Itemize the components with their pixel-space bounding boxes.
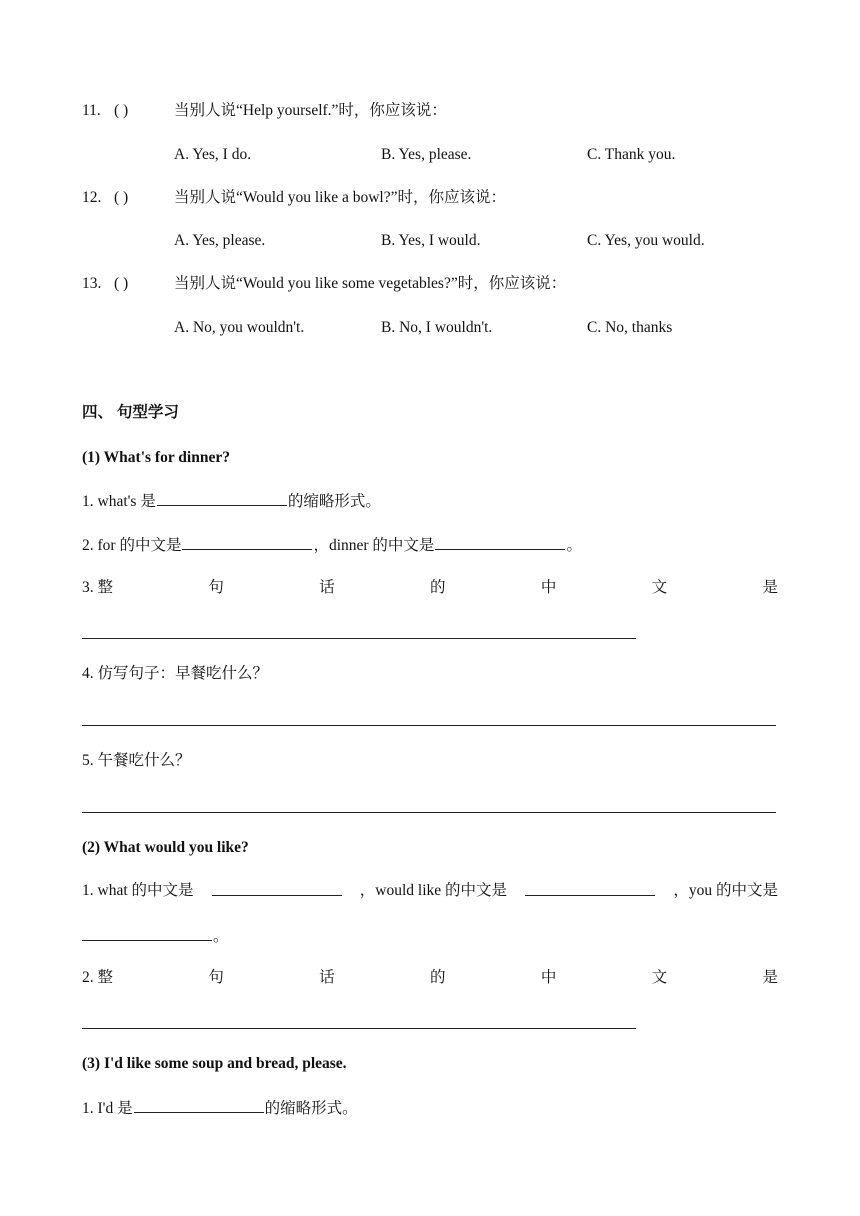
question-text: 的缩略形式。 (287, 493, 381, 510)
answer-blank[interactable]: ( ) (114, 275, 129, 292)
question-11 (82, 101, 447, 121)
question-text: ，would like 的中文是 (359, 882, 508, 899)
fill-question-1-cont (82, 926, 229, 947)
fill-blank[interactable] (212, 881, 342, 896)
question-char: 话 (319, 969, 335, 986)
answer-line[interactable] (82, 725, 776, 726)
fill-question-2 (82, 968, 778, 988)
question-char: 的 (429, 579, 446, 596)
question-char: 的 (429, 969, 446, 986)
question-char: 文 (651, 579, 668, 596)
question-text: ，you 的中文是 (673, 882, 778, 899)
answer-blank[interactable]: ( ) (114, 189, 129, 206)
question-text: 。 (213, 928, 229, 945)
option-a: A. Yes, I do. (174, 146, 252, 163)
option-b: B. Yes, please. (381, 146, 472, 163)
fill-blank[interactable] (82, 926, 212, 941)
answer-blank[interactable]: ( ) (114, 102, 129, 119)
option-c: C. No, thanks (587, 319, 673, 336)
question-char: 3. 整 (82, 579, 114, 596)
fill-question-1 (82, 881, 778, 901)
section-title: 四、 句型学习 (82, 404, 179, 421)
fill-question-3 (82, 578, 778, 598)
answer-line[interactable] (82, 638, 636, 639)
question-prompt: 当别人说“Help yourself.”时，你应该说： (174, 102, 447, 119)
fill-blank[interactable] (182, 535, 312, 550)
question-char: 文 (651, 969, 668, 986)
question-prompt: 当别人说“Would you like a bowl?”时，你应该说： (174, 189, 506, 206)
question-char: 句 (208, 969, 224, 986)
fill-question-5: 5. 午餐吃什么？ (82, 752, 191, 769)
answer-line[interactable] (82, 812, 776, 813)
fill-blank[interactable] (134, 1098, 264, 1113)
fill-question-2 (82, 535, 582, 556)
option-a: A. No, you wouldn't. (174, 319, 305, 336)
question-text: 。 (566, 537, 582, 554)
part-heading: (2) What would you like? (82, 839, 249, 856)
question-number: 11. (82, 102, 101, 119)
question-char: 中 (540, 969, 557, 986)
question-13 (82, 274, 566, 294)
question-char: 话 (319, 579, 335, 596)
question-char: 2. 整 (82, 969, 114, 986)
question-char: 句 (208, 579, 224, 596)
question-text: 1. what's 是 (82, 493, 156, 510)
option-b: B. No, I wouldn't. (381, 319, 493, 336)
question-char: 是 (762, 579, 778, 596)
option-a: A. Yes, please. (174, 232, 266, 249)
question-text: 2. for 的中文是 (82, 537, 182, 554)
fill-question-1 (82, 491, 381, 512)
question-number: 13. (82, 275, 102, 292)
question-12 (82, 188, 506, 208)
question-text: 的缩略形式。 (264, 1100, 358, 1117)
question-char: 中 (540, 579, 557, 596)
part-heading: (1) What's for dinner? (82, 449, 230, 466)
question-prompt: 当别人说“Would you like some vegetables?”时，你应该说： (174, 275, 567, 292)
option-c: C. Thank you. (587, 146, 676, 163)
answer-line[interactable] (82, 1028, 636, 1029)
question-text: ，dinner 的中文是 (313, 537, 435, 554)
question-text: 1. what 的中文是 (82, 882, 194, 899)
question-text: 1. I'd 是 (82, 1100, 133, 1117)
fill-question-1 (82, 1098, 358, 1119)
fill-question-4: 4. 仿写句子：早餐吃什么？ (82, 665, 269, 682)
fill-blank[interactable] (435, 535, 565, 550)
fill-blank[interactable] (525, 881, 655, 896)
part-heading: (3) I'd like some soup and bread, please. (82, 1055, 347, 1072)
fill-blank[interactable] (157, 491, 287, 506)
option-c: C. Yes, you would. (587, 232, 705, 249)
question-number: 12. (82, 189, 102, 206)
option-b: B. Yes, I would. (381, 232, 481, 249)
question-char: 是 (762, 969, 778, 986)
